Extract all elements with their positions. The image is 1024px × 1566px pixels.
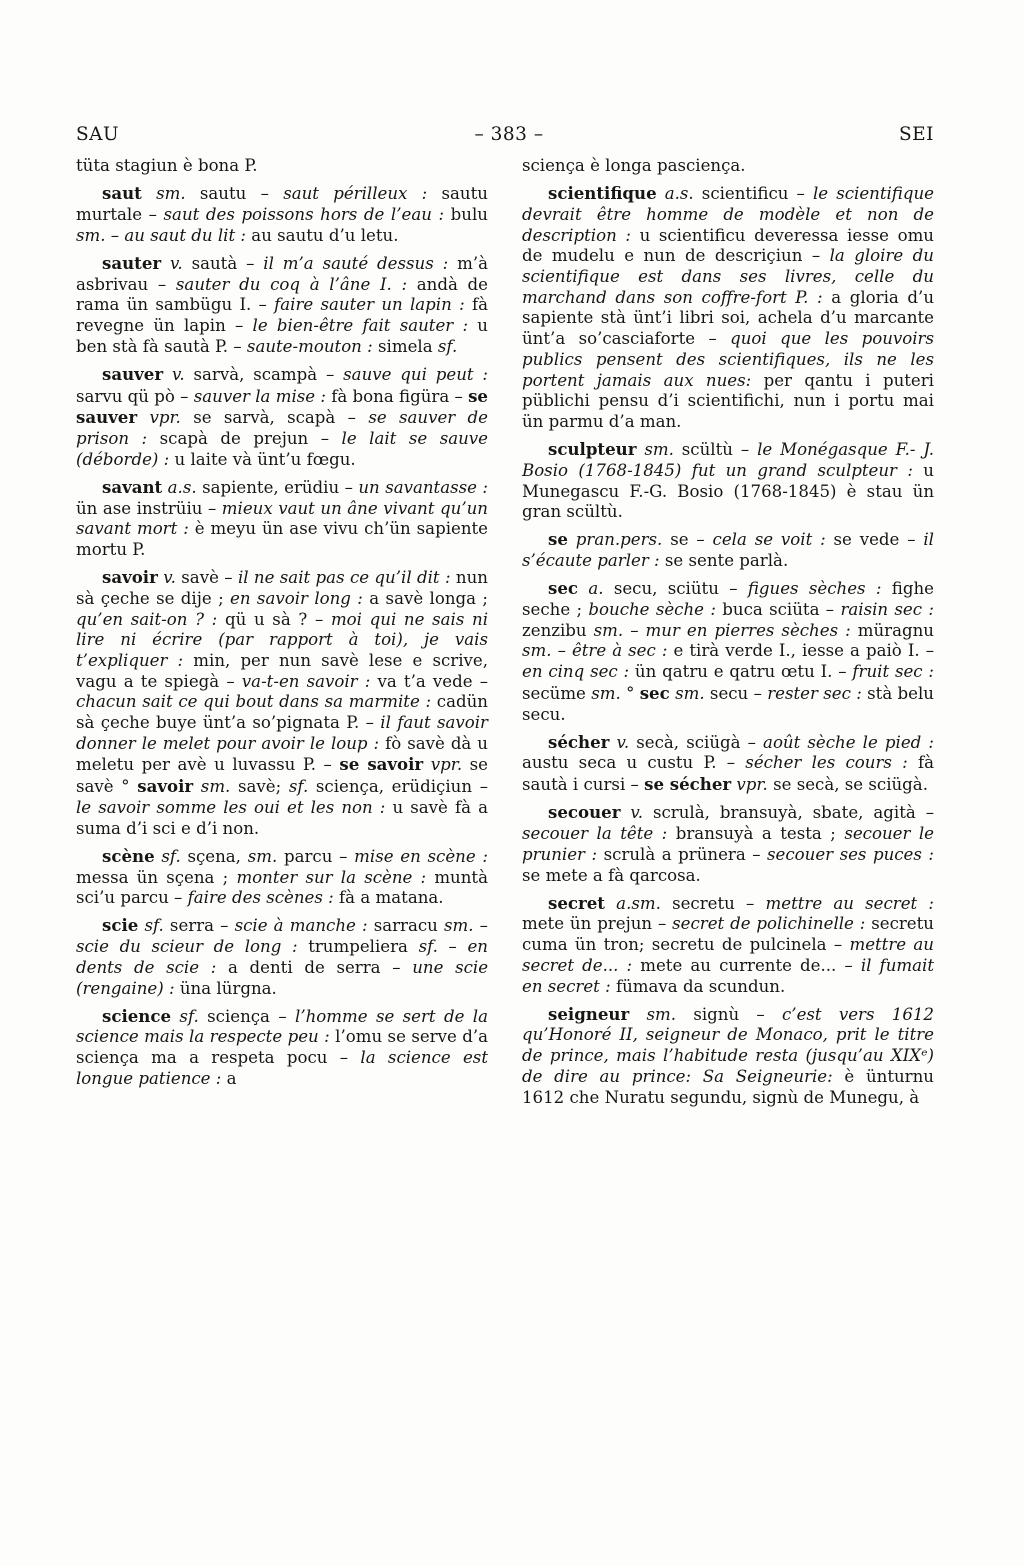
entry-text-segment: scapà de prejun –	[147, 428, 342, 448]
entry-text-segment: min, per nun savè lese e scrive, vagu a te spiegà –	[76, 650, 488, 691]
entry-text-segment: austu seca u custu P. –	[522, 753, 746, 773]
entry-text-segment: v.	[609, 732, 630, 752]
entry-text-segment: mur en pierres sèches :	[645, 620, 851, 640]
entry-text-segment: a gloria d’u sapiente stà ünt’i libri soi, achela d’u marcante ünt’a so’casciaforte –	[522, 287, 935, 349]
entry-text-segment: sm.	[629, 1004, 677, 1024]
entry-text-segment: sec	[548, 578, 579, 599]
entry-text-segment: mete au currente de... –	[632, 955, 861, 975]
entry-text-segment: il faut savoir donner le melet pour avoir le loup :	[76, 713, 488, 753]
entry-text-segment: zenzibu	[522, 620, 594, 640]
entry-text-segment: fò savè dà u meletu per avè u luvassu P. –	[76, 733, 488, 775]
entry-text-segment: sciença –	[198, 1006, 296, 1026]
entry-sculpteur	[522, 439, 934, 523]
entry-text-segment: qü u sà ? –	[217, 609, 331, 629]
entry-text-segment: sapiente, erüdiu –	[196, 477, 359, 497]
entry-text-segment: a denti de serra –	[216, 957, 413, 977]
entry-scientifique	[522, 183, 934, 432]
entry-secouer	[522, 802, 934, 886]
entry-text-segment: nun sà çeche se dije ;	[76, 568, 488, 608]
entry-text-segment: le Monégasque F.- J. Bosio (1768-1845) fut un grand sculpteur :	[522, 440, 934, 480]
entry-text-segment: une scie (rengaine) :	[76, 957, 489, 998]
entry-text-segment: sm.	[593, 620, 624, 640]
entry-text-segment: sauver la mise :	[193, 386, 326, 406]
entry-text-segment: buca sciüta –	[715, 600, 841, 620]
entry-text-segment: signù –	[676, 1004, 782, 1024]
entry-text-segment: v.	[157, 568, 176, 588]
entry-text-segment: u laite và ünt’u fœgu.	[169, 449, 356, 469]
entry-saut	[76, 183, 488, 246]
entry-text-segment: v.	[620, 803, 644, 823]
entry-text-segment: secu –	[704, 683, 768, 703]
entry-text-segment: se mete a fà qarcosa.	[522, 865, 701, 885]
entry-text-segment: être à sec :	[571, 641, 668, 661]
entry-text-segment: se sauver de prison :	[76, 408, 489, 448]
left-column	[76, 156, 488, 1115]
entry-text-segment: müragnu	[850, 620, 934, 640]
entry-text-segment: muntà sci’u parcu –	[76, 867, 488, 908]
entry-text-segment: il s’écaute parler :	[522, 530, 934, 571]
entry-text-segment: savant	[102, 476, 163, 497]
entry-secret	[522, 893, 934, 998]
entry-text-segment: sarvu qü pò –	[76, 386, 194, 406]
entry-seigneur	[522, 1004, 934, 1109]
entry-text-segment: sf.	[171, 1006, 199, 1026]
entry-text-segment: août sèche le pied :	[763, 732, 934, 752]
entry-text-segment: sm.	[193, 777, 231, 797]
entry-text-segment: ün ase instrüiu –	[76, 498, 222, 518]
entry-text-segment: bransuyà a testa ;	[667, 824, 845, 844]
entry-text-segment: –	[623, 620, 646, 640]
entry-se	[522, 529, 934, 571]
entry-text-segment: vpr.	[731, 775, 768, 795]
entry-text-segment: mettre au secret de... :	[522, 935, 934, 975]
entry-text-segment: monter sur la scène :	[236, 867, 427, 887]
entry-text-segment: chacun sait ce qui bout dans sa marmite :	[76, 692, 432, 712]
entry-text-segment: il ne sait pas ce qu’il dit :	[237, 568, 451, 588]
entry-text-segment: saut des poissons hors de l’eau :	[163, 204, 445, 224]
entry-text-segment: sm.	[141, 184, 186, 204]
entry-text-segment: se vede –	[825, 530, 924, 550]
entry-text-segment: sm.	[247, 846, 278, 866]
entry-text-segment: sf.	[418, 937, 438, 957]
entry-text-segment: raisin sec :	[840, 600, 934, 620]
entry-text-segment: secret	[548, 892, 605, 913]
entry-text-segment: fà revegne ün lapin –	[76, 295, 488, 335]
entry-text-segment: scültù –	[673, 440, 758, 460]
entry-text-segment: tüta stagiun è bona P.	[76, 156, 258, 175]
entry-text-segment: sautà –	[182, 253, 264, 273]
entry-text-segment: savè –	[175, 568, 238, 588]
entry-text-segment: c’est vers 1612 qu’Honoré II, seigneur de Monaco, prit le titre de prince, mais l’habitude resta (jusqu’au XIXᵉ) de dire au prince: Sa Seigneurie:	[522, 1004, 934, 1086]
entry-text-segment: fruit sec :	[852, 662, 934, 682]
entry-text-segment: u Munegascu F.-G. Bosio (1768-1845) è stau ün gran scültù.	[522, 460, 934, 522]
entry-text-segment: secretu cuma ün tron; secretu de pulcinela –	[522, 914, 934, 955]
entry-text-segment: –	[473, 916, 488, 936]
entry-text-segment: se sécher	[644, 774, 732, 795]
entry-text-segment: u scientificu deveressa iesse omu de mudelu e nun de descriçiun –	[522, 225, 934, 266]
entry-text-segment: saut périlleux :	[283, 184, 428, 204]
entry-text-segment: a.sm.	[604, 893, 661, 913]
entry-text-segment: sciença, erüdiçiun –	[308, 777, 488, 797]
entry-text-segment: –	[437, 937, 468, 957]
entry-text-segment: scie	[102, 915, 139, 936]
entry-text-segment: andà de rama ün sambügu I. –	[76, 274, 488, 315]
entry-text-segment: u ben stà fà sautà P. –	[76, 315, 488, 356]
entry-text-segment: secouer le prunier :	[522, 824, 934, 864]
entry-text-segment: scie à manche :	[234, 916, 368, 936]
entry-text-segment: saute-mouton :	[246, 336, 373, 356]
entry-text-segment: sécher	[548, 731, 610, 752]
entry-scie	[76, 915, 488, 999]
entry-text-segment: qu’en sait-on ? :	[76, 609, 218, 629]
entry-text-segment: –	[551, 641, 572, 661]
entry-text-segment: scie du scieur de long :	[76, 937, 298, 957]
entry-text-segment: fà a matana.	[333, 888, 444, 908]
header-right-keyword: SEI	[898, 124, 934, 145]
entry-text-segment: serra –	[163, 916, 235, 936]
entry-savoir	[76, 567, 488, 839]
entry-text-segment: il fumait en secret :	[522, 955, 934, 996]
entry-sauver	[76, 364, 488, 471]
entry-text-segment: seigneur	[548, 1003, 630, 1024]
entry-text-segment: secouer la tête :	[522, 824, 668, 844]
entry-science	[76, 1006, 488, 1090]
entry-text-segment: en savoir long :	[230, 588, 363, 608]
entry-text-segment: secouer	[548, 802, 621, 823]
entry-text-segment: scientifique	[548, 183, 657, 204]
entry-text-segment: au sautu d’u letu.	[246, 225, 399, 245]
entry-text-segment: a.s.	[656, 184, 694, 204]
entry-text-segment: la gloire du scientifique est dans ses livres, celle du marchand dans son coffre-fort P. :	[522, 246, 934, 307]
page-header	[76, 124, 934, 145]
entry-text-segment: l’homme se sert de la science mais la respecte peu :	[76, 1006, 488, 1047]
entry-text-segment: sm.	[444, 916, 474, 936]
entry-text-segment: sciença è longa pasciença.	[522, 156, 746, 175]
entry-text-segment: sarracu	[367, 916, 445, 936]
entry-text-segment: sauver	[102, 363, 164, 384]
entry-text-segment: se	[548, 529, 568, 550]
entry-text-segment: se secà, se sciügà.	[767, 775, 928, 795]
entry-scene	[76, 846, 488, 909]
entry-text-segment: va-t-en savoir :	[241, 671, 371, 691]
entry-text-segment: ün qatru e qatru œtu I. –	[629, 662, 853, 682]
entry-text-segment: sautu murtale –	[76, 184, 488, 224]
entry-text-segment: v.	[161, 253, 183, 273]
entry-text-segment: –	[105, 225, 125, 245]
entry-text-segment: cadün sà çeche buye ünt’a so’pignata P. –	[76, 692, 488, 733]
entry-text-segment: l’omu se serve d’a sciença ma a respeta pocu –	[76, 1027, 488, 1068]
entry-text-segment: è meyu ün ase vivu ch’ün sapiente mortu P.	[76, 519, 488, 559]
entry-text-segment: a.	[578, 579, 604, 599]
entry-text-segment: vpr.	[137, 408, 181, 428]
entry-text-segment: parcu –	[277, 846, 355, 866]
entry-text-segment: cela se voit :	[712, 530, 826, 550]
entry-text-segment: bulu	[444, 204, 488, 224]
entry-text-segment: le lait se sauve (déborde) :	[76, 428, 488, 469]
entry-text-segment: sm.	[76, 225, 106, 245]
entry-text-segment: secretu –	[660, 893, 766, 913]
entry-text-segment: sec	[639, 682, 670, 703]
entry-secher	[522, 732, 934, 796]
entry-text-segment: secouer ses puces :	[767, 844, 934, 864]
entry-text-segment: sf.	[138, 916, 164, 936]
entry-text-segment: il m’a sauté dessus :	[263, 253, 449, 273]
entry-text-segment: bouche sèche :	[588, 600, 716, 620]
entry-text-segment: mieux vaut un âne vivant qu’un savant mort :	[76, 498, 488, 539]
entry-text-segment: a	[221, 1068, 237, 1088]
entry-text-segment: sm.	[591, 683, 621, 703]
entry-text-segment: fighe seche ;	[522, 579, 934, 620]
entry-text-segment: le bien-être fait sauter :	[252, 315, 469, 335]
entry-text-segment: sm.	[669, 683, 705, 703]
entry-text-segment: le savoir somme les oui et les non :	[76, 797, 386, 817]
entry-text-segment: savoir	[102, 567, 158, 588]
entry-text-segment: science	[102, 1005, 172, 1026]
entry-text-segment: se –	[662, 530, 713, 550]
entry-text-segment: secret de polichinelle :	[672, 914, 866, 934]
entry-text-segment: per qantu i puteri püblichi pensu d’i scientifichi, nun i portu mai ün parmu d’a man.	[522, 370, 934, 431]
entry-text-segment: faire des scènes :	[187, 888, 334, 908]
entry-sec	[522, 578, 934, 725]
entry-text-segment: figues sèches :	[747, 579, 882, 599]
entry-text-segment: savoir	[137, 776, 194, 797]
entry-text-segment: sarvà, scampà –	[184, 364, 344, 384]
entry-text-segment: en dents de scie :	[76, 937, 488, 977]
entry-text-segment: simela	[372, 336, 438, 356]
entry-text-segment: le scientifique devrait être homme de modèle et non de description :	[522, 184, 934, 245]
entry-text-segment: sf.	[154, 846, 181, 866]
entry-text-segment: e tirà verde I., iesse a paiò I. –	[667, 641, 935, 661]
entry-text-segment: a.s.	[162, 477, 197, 497]
entry-text-segment: °	[620, 683, 640, 703]
entry-text-segment: se savè °	[76, 755, 489, 797]
entry-text-segment: secu, sciütu –	[603, 579, 748, 599]
entry-text-segment: se sente parlà.	[659, 551, 789, 571]
entry-text-segment: pran.pers.	[567, 530, 663, 550]
dictionary-columns	[76, 156, 934, 1115]
entry-text-segment: sécher les cours :	[745, 753, 908, 773]
entry-text-segment: stà belu secu.	[522, 683, 934, 724]
entry-text-segment: se sauver	[76, 385, 488, 428]
entry-text-segment: fà bona figüra –	[325, 386, 469, 406]
entry-savant	[76, 477, 488, 561]
entry-text-segment: sculpteur	[548, 439, 637, 460]
entry-text-segment: scrulà, bransuyà, sbate, agità –	[643, 803, 934, 823]
entry-text-segment: messa ün sçena ;	[76, 867, 237, 887]
entry-text-segment: se sarvà, scapà –	[180, 408, 369, 428]
entry-text-segment: sauve qui peut :	[343, 364, 488, 384]
entry-text-segment: sm.	[522, 641, 552, 661]
entry-text-segment: faire sauter un lapin :	[274, 295, 465, 315]
entry-text-segment: scientificu –	[693, 184, 813, 204]
entry-text-segment: rester sec :	[767, 683, 862, 703]
entry-text-segment: a savè longa ;	[362, 588, 489, 608]
entry-sauter	[76, 253, 488, 358]
entry-text-segment: v.	[163, 364, 185, 384]
entry-text-segment: scrulà a prünera –	[597, 844, 768, 864]
entry-text-segment: sm.	[636, 440, 674, 460]
entry-text-segment: la science est longue patience :	[76, 1048, 488, 1088]
entry-text-segment: sauter du coq à l’âne I. :	[175, 274, 408, 294]
right-column	[522, 156, 934, 1115]
entry-text-segment: saut	[102, 183, 142, 204]
entry-text-segment: se savoir	[339, 754, 424, 775]
entry-text-segment: va t’a vede –	[370, 671, 488, 691]
entry-text-segment: fümava da scundun.	[610, 976, 786, 996]
entry-text-segment: scène	[102, 845, 155, 866]
entry-text-segment: u savè fà a suma d’i sci e d’i non.	[76, 797, 488, 838]
entry-text-segment: trumpeliera	[297, 937, 419, 957]
entry-text-segment: sf.	[288, 777, 309, 797]
entry-text-segment: moi qui ne sais ni lire ni écrire (par rapport à toi), je vais t’expliquer :	[76, 609, 489, 670]
entry-text-segment: savè;	[230, 777, 289, 797]
entry-text-segment: secà, sciügà –	[629, 732, 764, 752]
entry-text-segment: au saut du lit :	[124, 225, 247, 245]
entry-text-segment: è ünturnu 1612 che Nuratu segundu, signù de Munegu, à	[522, 1066, 934, 1107]
entry-text-segment: mise en scène :	[354, 846, 488, 866]
entry-text-segment: un savantasse :	[358, 477, 489, 497]
entry-text-segment: fà sautà i cursi –	[522, 753, 935, 795]
entry-text-segment: mettre au secret :	[765, 893, 935, 913]
entry-text-segment: m’à asbrivau –	[76, 253, 488, 294]
entry-text-segment: secüme	[522, 683, 592, 703]
header-page-number: – 383 –	[474, 124, 544, 145]
entry-text-segment: üna lürgna.	[174, 978, 277, 998]
entry-text-segment: sçena,	[180, 846, 248, 866]
entry-text-segment: mete ün prejun –	[522, 914, 673, 934]
continuation-paragraph	[76, 156, 488, 177]
entry-text-segment: sf.	[437, 336, 458, 356]
entry-text-segment: sauter	[102, 252, 162, 273]
continuation-paragraph	[522, 156, 934, 177]
header-left-keyword: SAU	[76, 124, 120, 145]
entry-text-segment: quoi que les pouvoirs publics pensent des scientifiques, ils ne les portent jamais aux nues:	[522, 329, 934, 390]
entry-text-segment: vpr.	[423, 755, 463, 775]
entry-text-segment: sautu –	[185, 184, 284, 204]
entry-text-segment: en cinq sec :	[522, 662, 630, 682]
